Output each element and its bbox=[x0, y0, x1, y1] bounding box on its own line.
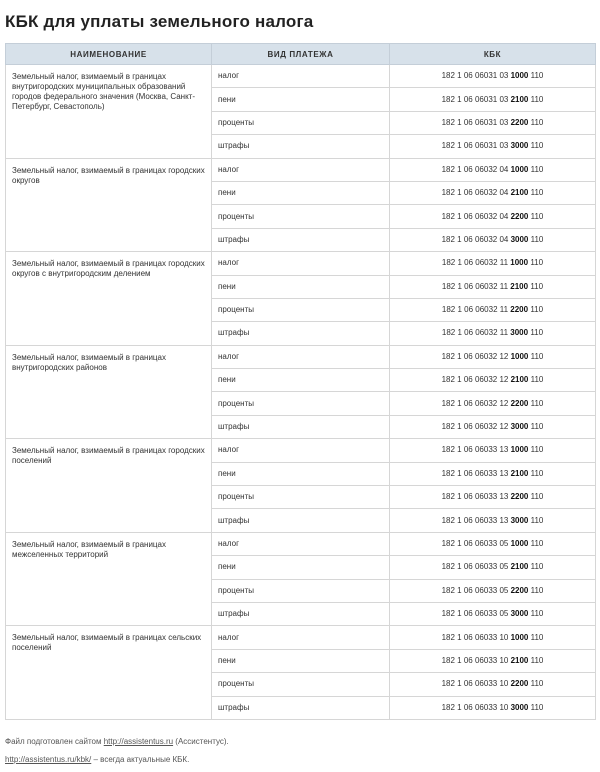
footer-credit bbox=[5, 737, 229, 746]
kbk-code-cell bbox=[390, 228, 596, 251]
kbk-code-suffix: 110 bbox=[530, 655, 544, 665]
table-header-row bbox=[6, 44, 596, 65]
kbk-code-suffix: 110 bbox=[530, 328, 544, 338]
kbk-code-bold: 2200 bbox=[510, 211, 529, 221]
payment-type-cell: налог bbox=[212, 626, 390, 649]
kbk-code-cell bbox=[390, 696, 596, 719]
footer-kbk-suffix: – всегда актуальные КБК. bbox=[91, 755, 190, 764]
kbk-code-bold: 1000 bbox=[510, 164, 529, 174]
kbk-code-bold: 2200 bbox=[510, 398, 529, 408]
kbk-code-bold: 2100 bbox=[510, 468, 529, 478]
kbk-code-cell bbox=[390, 65, 596, 88]
kbk-code-bold: 2200 bbox=[510, 492, 529, 502]
kbk-code-bold: 3000 bbox=[510, 609, 529, 619]
kbk-code-cell bbox=[390, 462, 596, 485]
kbk-code-prefix: 182 1 06 06033 13 bbox=[441, 515, 509, 525]
kbk-code-bold: 3000 bbox=[510, 234, 529, 244]
kbk-code-prefix: 182 1 06 06032 11 bbox=[441, 281, 509, 291]
kbk-code-cell bbox=[390, 602, 596, 625]
kbk-code-prefix: 182 1 06 06032 12 bbox=[441, 422, 509, 432]
tax-name-cell: Земельный налог, взимаемый в границах сельских поселений bbox=[6, 626, 212, 720]
kbk-code-prefix: 182 1 06 06032 11 bbox=[441, 305, 509, 315]
kbk-code-prefix: 182 1 06 06032 04 bbox=[441, 234, 509, 244]
kbk-code-suffix: 110 bbox=[530, 281, 544, 291]
footer-kbk-note bbox=[5, 755, 189, 764]
kbk-code-prefix: 182 1 06 06032 04 bbox=[441, 164, 509, 174]
kbk-code-bold: 2200 bbox=[510, 679, 529, 689]
kbk-code-bold: 2200 bbox=[510, 117, 529, 127]
kbk-code-cell bbox=[390, 532, 596, 555]
kbk-code-cell bbox=[390, 649, 596, 672]
kbk-code-cell bbox=[390, 369, 596, 392]
kbk-code-prefix: 182 1 06 06032 11 bbox=[441, 328, 509, 338]
kbk-code-cell bbox=[390, 252, 596, 275]
kbk-code-cell bbox=[390, 158, 596, 181]
payment-type-cell: пени bbox=[212, 369, 390, 392]
kbk-code-bold: 1000 bbox=[510, 351, 529, 361]
kbk-code-suffix: 110 bbox=[530, 234, 544, 244]
kbk-code-bold: 3000 bbox=[510, 702, 529, 712]
footer-site-link[interactable]: http://assistentus.ru bbox=[103, 737, 174, 746]
header-payment-type: ВИД ПЛАТЕЖА bbox=[212, 44, 390, 65]
kbk-code-suffix: 110 bbox=[530, 468, 544, 478]
kbk-code-prefix: 182 1 06 06032 11 bbox=[441, 258, 509, 268]
kbk-code-bold: 3000 bbox=[510, 141, 529, 151]
kbk-code-suffix: 110 bbox=[530, 679, 544, 689]
kbk-code-prefix: 182 1 06 06032 04 bbox=[441, 188, 509, 198]
payment-type-cell: пени bbox=[212, 649, 390, 672]
kbk-code-suffix: 110 bbox=[530, 445, 544, 455]
kbk-code-suffix: 110 bbox=[530, 609, 544, 619]
footer-credit-text: Файл подготовлен сайтом bbox=[5, 737, 104, 746]
payment-type-cell: налог bbox=[212, 252, 390, 275]
payment-type-cell: штрафы bbox=[212, 228, 390, 251]
kbk-code-suffix: 110 bbox=[530, 258, 544, 268]
kbk-code-suffix: 110 bbox=[530, 351, 544, 361]
kbk-code-suffix: 110 bbox=[530, 117, 544, 127]
kbk-code-bold: 2100 bbox=[510, 375, 529, 385]
payment-type-cell: пени bbox=[212, 275, 390, 298]
kbk-code-prefix: 182 1 06 06033 13 bbox=[441, 492, 509, 502]
kbk-code-cell bbox=[390, 439, 596, 462]
kbk-code-prefix: 182 1 06 06032 12 bbox=[441, 398, 509, 408]
kbk-code-cell bbox=[390, 275, 596, 298]
kbk-code-suffix: 110 bbox=[530, 211, 544, 221]
kbk-code-suffix: 110 bbox=[530, 492, 544, 502]
kbk-code-bold: 2100 bbox=[510, 281, 529, 291]
payment-type-cell: штрафы bbox=[212, 322, 390, 345]
kbk-code-bold: 1000 bbox=[510, 632, 529, 642]
payment-type-cell: налог bbox=[212, 532, 390, 555]
kbk-code-bold: 2100 bbox=[510, 94, 529, 104]
footer-credit-suffix: (Ассистентус). bbox=[173, 737, 229, 746]
kbk-code-cell bbox=[390, 392, 596, 415]
payment-type-cell: налог bbox=[212, 345, 390, 368]
table-row bbox=[6, 345, 596, 368]
kbk-code-bold: 1000 bbox=[510, 71, 529, 81]
table-row bbox=[6, 252, 596, 275]
payment-type-cell: пени bbox=[212, 88, 390, 111]
payment-type-cell: проценты bbox=[212, 111, 390, 134]
kbk-code-cell bbox=[390, 486, 596, 509]
header-name: НАИМЕНОВАНИЕ bbox=[6, 44, 212, 65]
kbk-code-cell bbox=[390, 181, 596, 204]
header-kbk: КБК bbox=[390, 44, 596, 65]
kbk-code-bold: 2200 bbox=[510, 585, 529, 595]
footer-kbk-link[interactable]: http://assistentus.ru/kbk/ bbox=[5, 755, 92, 764]
tax-name-cell: Земельный налог, взимаемый в границах городских округов bbox=[6, 158, 212, 252]
payment-type-cell: проценты bbox=[212, 486, 390, 509]
payment-type-cell: пени bbox=[212, 181, 390, 204]
tax-name-cell: Земельный налог, взимаемый в границах внутригородских муниципальных образований городов федерального значения (Москва, Санкт-Петербург, Севастополь) bbox=[6, 65, 212, 159]
kbk-code-cell bbox=[390, 509, 596, 532]
kbk-code-suffix: 110 bbox=[530, 702, 544, 712]
kbk-code-prefix: 182 1 06 06033 10 bbox=[441, 679, 509, 689]
kbk-code-cell bbox=[390, 135, 596, 158]
kbk-code-bold: 2100 bbox=[510, 562, 529, 572]
kbk-code-bold: 1000 bbox=[510, 258, 529, 268]
payment-type-cell: штрафы bbox=[212, 415, 390, 438]
kbk-code-suffix: 110 bbox=[530, 562, 544, 572]
kbk-code-cell bbox=[390, 415, 596, 438]
table-row bbox=[6, 626, 596, 649]
kbk-code-prefix: 182 1 06 06033 05 bbox=[441, 562, 509, 572]
page-title: КБК для уплаты земельного налога bbox=[5, 12, 314, 31]
kbk-code-suffix: 110 bbox=[530, 398, 544, 408]
kbk-code-cell bbox=[390, 345, 596, 368]
tax-name-cell: Земельный налог, взимаемый в границах внутригородских районов bbox=[6, 345, 212, 439]
kbk-code-bold: 2100 bbox=[510, 188, 529, 198]
payment-type-cell: проценты bbox=[212, 673, 390, 696]
payment-type-cell: штрафы bbox=[212, 509, 390, 532]
payment-type-cell: налог bbox=[212, 65, 390, 88]
kbk-code-prefix: 182 1 06 06032 04 bbox=[441, 211, 509, 221]
tax-name-cell: Земельный налог, взимаемый в границах городских округов с внутригородским делением bbox=[6, 252, 212, 346]
table-row bbox=[6, 439, 596, 462]
kbk-code-bold: 2200 bbox=[510, 305, 529, 315]
tax-name-cell: Земельный налог, взимаемый в границах городских поселений bbox=[6, 439, 212, 533]
kbk-code-prefix: 182 1 06 06031 03 bbox=[441, 117, 509, 127]
kbk-code-suffix: 110 bbox=[530, 164, 544, 174]
payment-type-cell: проценты bbox=[212, 392, 390, 415]
kbk-code-suffix: 110 bbox=[530, 71, 544, 81]
kbk-code-suffix: 110 bbox=[530, 141, 544, 151]
payment-type-cell: штрафы bbox=[212, 696, 390, 719]
kbk-code-suffix: 110 bbox=[530, 632, 544, 642]
tax-name-cell: Земельный налог, взимаемый в границах межселенных территорий bbox=[6, 532, 212, 626]
kbk-code-prefix: 182 1 06 06033 13 bbox=[441, 468, 509, 478]
kbk-code-prefix: 182 1 06 06031 03 bbox=[441, 71, 509, 81]
table-body bbox=[6, 65, 596, 720]
kbk-code-cell bbox=[390, 205, 596, 228]
kbk-code-cell bbox=[390, 626, 596, 649]
kbk-code-bold: 3000 bbox=[510, 515, 529, 525]
kbk-code-cell bbox=[390, 579, 596, 602]
kbk-code-cell bbox=[390, 556, 596, 579]
kbk-code-cell bbox=[390, 88, 596, 111]
table-row bbox=[6, 158, 596, 181]
kbk-code-cell bbox=[390, 111, 596, 134]
payment-type-cell: пени bbox=[212, 556, 390, 579]
kbk-code-bold: 2100 bbox=[510, 655, 529, 665]
kbk-code-suffix: 110 bbox=[530, 305, 544, 315]
kbk-code-prefix: 182 1 06 06033 10 bbox=[441, 655, 509, 665]
payment-type-cell: пени bbox=[212, 462, 390, 485]
payment-type-cell: налог bbox=[212, 158, 390, 181]
kbk-code-prefix: 182 1 06 06033 05 bbox=[441, 585, 509, 595]
kbk-code-cell bbox=[390, 673, 596, 696]
kbk-code-prefix: 182 1 06 06033 05 bbox=[441, 539, 509, 548]
table-row bbox=[6, 532, 596, 555]
kbk-code-suffix: 110 bbox=[530, 375, 544, 385]
kbk-code-suffix: 110 bbox=[530, 94, 544, 104]
kbk-code-prefix: 182 1 06 06033 10 bbox=[441, 702, 509, 712]
payment-type-cell: штрафы bbox=[212, 135, 390, 158]
kbk-code-bold: 3000 bbox=[510, 328, 529, 338]
kbk-code-prefix: 182 1 06 06032 12 bbox=[441, 375, 509, 385]
kbk-code-suffix: 110 bbox=[530, 422, 544, 432]
kbk-code-bold: 1000 bbox=[510, 445, 529, 455]
kbk-code-cell bbox=[390, 298, 596, 321]
kbk-code-suffix: 110 bbox=[530, 539, 544, 548]
kbk-code-prefix: 182 1 06 06033 13 bbox=[441, 445, 509, 455]
payment-type-cell: проценты bbox=[212, 579, 390, 602]
kbk-code-suffix: 110 bbox=[530, 515, 544, 525]
kbk-code-prefix: 182 1 06 06031 03 bbox=[441, 141, 509, 151]
table-row bbox=[6, 65, 596, 88]
kbk-code-prefix: 182 1 06 06031 03 bbox=[441, 94, 509, 104]
payment-type-cell: проценты bbox=[212, 298, 390, 321]
payment-type-cell: проценты bbox=[212, 205, 390, 228]
kbk-code-prefix: 182 1 06 06032 12 bbox=[441, 351, 509, 361]
kbk-code-prefix: 182 1 06 06033 10 bbox=[441, 632, 509, 642]
kbk-code-suffix: 110 bbox=[530, 188, 544, 198]
payment-type-cell: штрафы bbox=[212, 602, 390, 625]
kbk-code-bold: 1000 bbox=[510, 539, 529, 548]
kbk-code-prefix: 182 1 06 06033 05 bbox=[441, 609, 509, 619]
kbk-code-cell bbox=[390, 322, 596, 345]
kbk-code-bold: 3000 bbox=[510, 422, 529, 432]
payment-type-cell: налог bbox=[212, 439, 390, 462]
kbk-code-suffix: 110 bbox=[530, 585, 544, 595]
kbk-table bbox=[5, 43, 596, 720]
